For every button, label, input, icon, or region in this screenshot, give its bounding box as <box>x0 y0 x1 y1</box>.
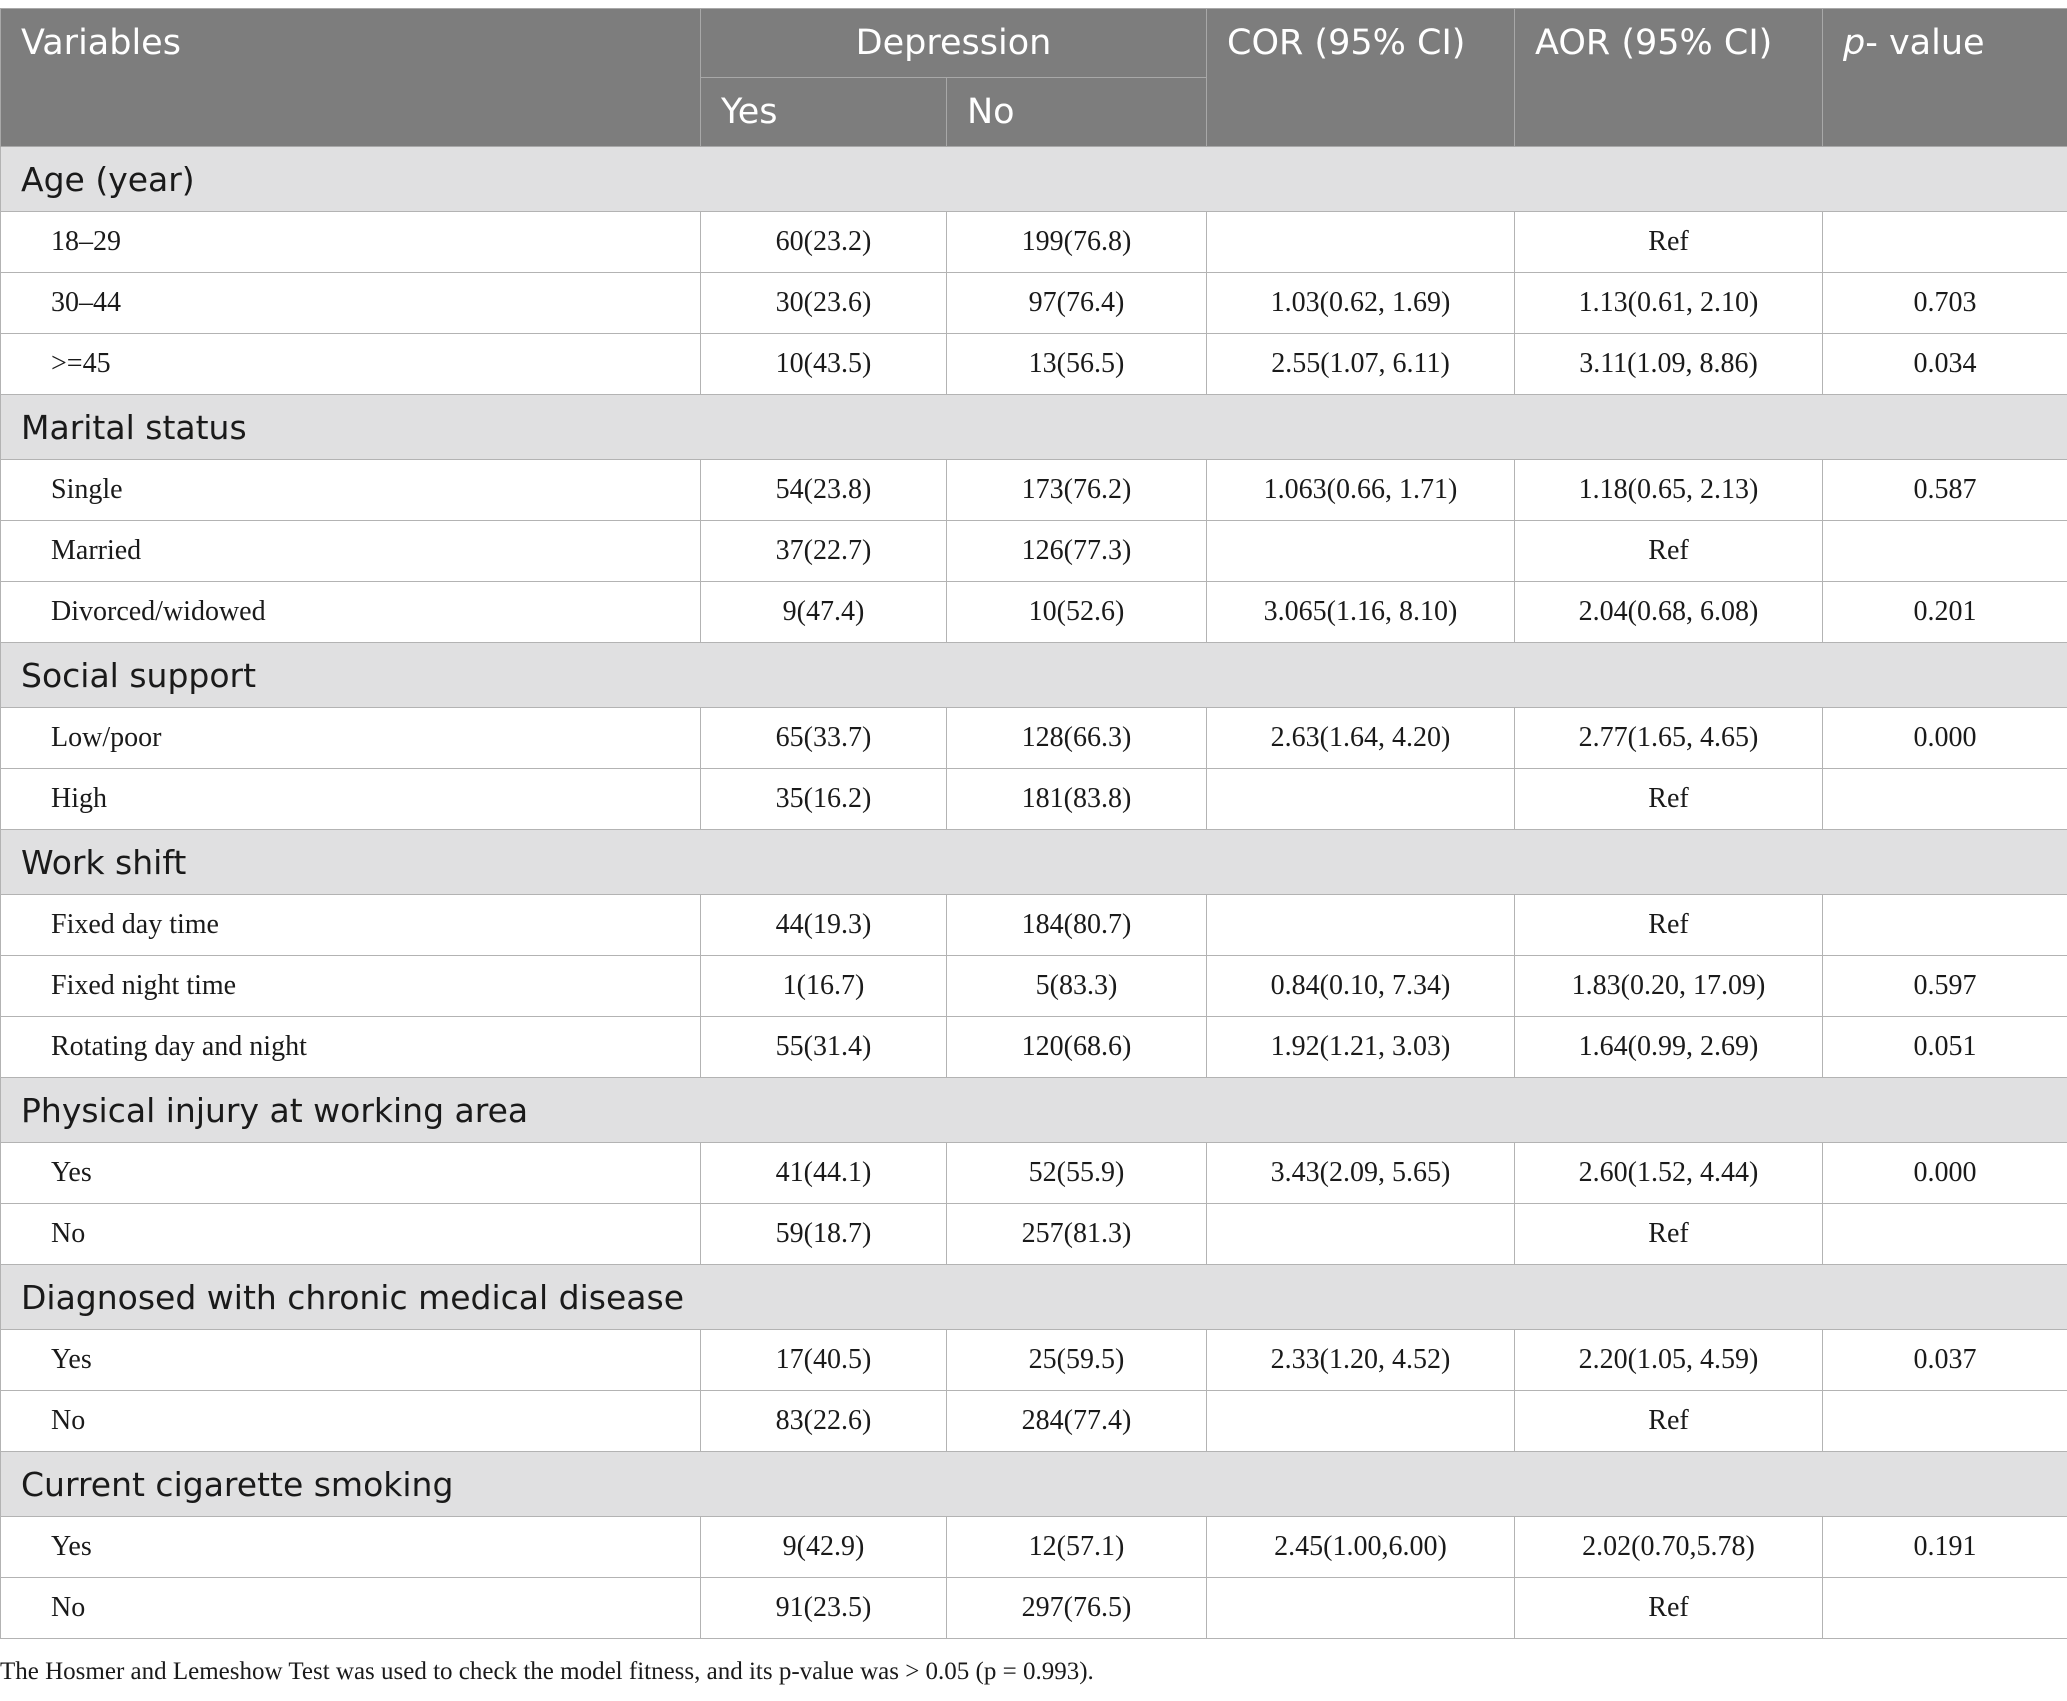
table-row <box>1 1017 2067 1078</box>
row-label: Fixed day time <box>1 895 701 956</box>
aor-cell: 2.60(1.52, 4.44) <box>1515 1143 1823 1204</box>
cor-cell: 1.063(0.66, 1.71) <box>1207 460 1515 521</box>
table-header <box>1 9 2067 147</box>
section-header-row <box>1 643 2067 708</box>
p-value-cell: 0.201 <box>1823 582 2067 643</box>
cor-cell <box>1207 212 1515 273</box>
section-header-row <box>1 395 2067 460</box>
row-label: Rotating day and night <box>1 1017 701 1078</box>
yes-cell: 9(42.9) <box>701 1517 947 1578</box>
cor-cell: 1.92(1.21, 3.03) <box>1207 1017 1515 1078</box>
row-label: Fixed night time <box>1 956 701 1017</box>
table-row <box>1 273 2067 334</box>
no-cell: 257(81.3) <box>947 1204 1207 1265</box>
variables-header: Variables <box>1 9 701 147</box>
p-value-cell: 0.191 <box>1823 1517 2067 1578</box>
no-cell: 5(83.3) <box>947 956 1207 1017</box>
no-cell: 120(68.6) <box>947 1017 1207 1078</box>
section-title: Physical injury at working area <box>1 1078 2067 1143</box>
no-cell: 97(76.4) <box>947 273 1207 334</box>
p-value-cell <box>1823 212 2067 273</box>
table-body <box>1 147 2067 1639</box>
table-row <box>1 1204 2067 1265</box>
table-row <box>1 212 2067 273</box>
no-cell: 126(77.3) <box>947 521 1207 582</box>
cor-header: COR (95% CI) <box>1207 9 1515 147</box>
table-row <box>1 582 2067 643</box>
yes-cell: 9(47.4) <box>701 582 947 643</box>
cor-cell: 0.84(0.10, 7.34) <box>1207 956 1515 1017</box>
section-header-row <box>1 830 2067 895</box>
aor-cell: Ref <box>1515 521 1823 582</box>
yes-cell: 91(23.5) <box>701 1578 947 1639</box>
aor-cell: Ref <box>1515 769 1823 830</box>
p-value-cell: 0.034 <box>1823 334 2067 395</box>
p-value-cell <box>1823 769 2067 830</box>
p-value-cell: 0.000 <box>1823 1143 2067 1204</box>
yes-cell: 37(22.7) <box>701 521 947 582</box>
section-title: Diagnosed with chronic medical disease <box>1 1265 2067 1330</box>
row-label: No <box>1 1391 701 1452</box>
cor-cell: 2.55(1.07, 6.11) <box>1207 334 1515 395</box>
row-label: >=45 <box>1 334 701 395</box>
yes-cell: 35(16.2) <box>701 769 947 830</box>
p-value-cell: 0.597 <box>1823 956 2067 1017</box>
cor-cell: 3.43(2.09, 5.65) <box>1207 1143 1515 1204</box>
no-cell: 52(55.9) <box>947 1143 1207 1204</box>
yes-cell: 54(23.8) <box>701 460 947 521</box>
section-header-row <box>1 147 2067 212</box>
aor-header: AOR (95% CI) <box>1515 9 1823 147</box>
aor-cell: Ref <box>1515 1204 1823 1265</box>
yes-cell: 65(33.7) <box>701 708 947 769</box>
aor-cell: 2.77(1.65, 4.65) <box>1515 708 1823 769</box>
no-cell: 12(57.1) <box>947 1517 1207 1578</box>
cor-cell: 2.63(1.64, 4.20) <box>1207 708 1515 769</box>
p-value-cell <box>1823 895 2067 956</box>
no-cell: 297(76.5) <box>947 1578 1207 1639</box>
yes-cell: 10(43.5) <box>701 334 947 395</box>
no-cell: 173(76.2) <box>947 460 1207 521</box>
cor-cell: 2.33(1.20, 4.52) <box>1207 1330 1515 1391</box>
no-header: No <box>947 78 1207 147</box>
table-row <box>1 708 2067 769</box>
aor-cell: 1.18(0.65, 2.13) <box>1515 460 1823 521</box>
table-row <box>1 460 2067 521</box>
table-row <box>1 1143 2067 1204</box>
cor-cell <box>1207 1391 1515 1452</box>
row-label: 30–44 <box>1 273 701 334</box>
section-title: Social support <box>1 643 2067 708</box>
row-label: Married <box>1 521 701 582</box>
p-value-cell: 0.051 <box>1823 1017 2067 1078</box>
table-row <box>1 1578 2067 1639</box>
aor-cell: Ref <box>1515 1391 1823 1452</box>
depression-header: Depression <box>701 9 1207 78</box>
row-label: High <box>1 769 701 830</box>
p-value-header <box>1823 9 2067 147</box>
yes-cell: 1(16.7) <box>701 956 947 1017</box>
aor-cell: 2.04(0.68, 6.08) <box>1515 582 1823 643</box>
cor-cell <box>1207 769 1515 830</box>
table-row <box>1 1330 2067 1391</box>
no-cell: 25(59.5) <box>947 1330 1207 1391</box>
aor-cell: 2.02(0.70,5.78) <box>1515 1517 1823 1578</box>
no-cell: 199(76.8) <box>947 212 1207 273</box>
cor-cell <box>1207 1578 1515 1639</box>
row-label: Low/poor <box>1 708 701 769</box>
table-row <box>1 1517 2067 1578</box>
results-table <box>0 8 2067 1639</box>
section-header-row <box>1 1265 2067 1330</box>
cor-cell <box>1207 521 1515 582</box>
section-header-row <box>1 1078 2067 1143</box>
p-value-cell <box>1823 1578 2067 1639</box>
row-label: Single <box>1 460 701 521</box>
no-cell: 10(52.6) <box>947 582 1207 643</box>
aor-cell: 1.64(0.99, 2.69) <box>1515 1017 1823 1078</box>
cor-cell: 2.45(1.00,6.00) <box>1207 1517 1515 1578</box>
p-value-cell <box>1823 1204 2067 1265</box>
aor-cell: Ref <box>1515 1578 1823 1639</box>
table-row <box>1 769 2067 830</box>
cor-cell: 3.065(1.16, 8.10) <box>1207 582 1515 643</box>
aor-cell: 1.83(0.20, 17.09) <box>1515 956 1823 1017</box>
cor-cell <box>1207 1204 1515 1265</box>
row-label: Divorced/widowed <box>1 582 701 643</box>
table-row <box>1 1391 2067 1452</box>
p-value-cell <box>1823 1391 2067 1452</box>
no-cell: 181(83.8) <box>947 769 1207 830</box>
yes-header: Yes <box>701 78 947 147</box>
row-label: Yes <box>1 1143 701 1204</box>
yes-cell: 55(31.4) <box>701 1017 947 1078</box>
table-row <box>1 334 2067 395</box>
cor-cell <box>1207 895 1515 956</box>
table-row <box>1 895 2067 956</box>
yes-cell: 30(23.6) <box>701 273 947 334</box>
aor-cell: Ref <box>1515 212 1823 273</box>
yes-cell: 44(19.3) <box>701 895 947 956</box>
aor-cell: 2.20(1.05, 4.59) <box>1515 1330 1823 1391</box>
footnote: The Hosmer and Lemeshow Test was used to check the model fitness, and its p-value was > 0.05 (p = 0.993). <box>0 1658 1094 1685</box>
section-title: Current cigarette smoking <box>1 1452 2067 1517</box>
no-cell: 184(80.7) <box>947 895 1207 956</box>
yes-cell: 60(23.2) <box>701 212 947 273</box>
row-label: Yes <box>1 1330 701 1391</box>
table-row <box>1 956 2067 1017</box>
yes-cell: 83(22.6) <box>701 1391 947 1452</box>
row-label: Yes <box>1 1517 701 1578</box>
row-label: No <box>1 1578 701 1639</box>
cor-cell: 1.03(0.62, 1.69) <box>1207 273 1515 334</box>
aor-cell: 1.13(0.61, 2.10) <box>1515 273 1823 334</box>
yes-cell: 17(40.5) <box>701 1330 947 1391</box>
section-title: Work shift <box>1 830 2067 895</box>
no-cell: 128(66.3) <box>947 708 1207 769</box>
section-title: Marital status <box>1 395 2067 460</box>
aor-cell: Ref <box>1515 895 1823 956</box>
p-value-cell: 0.037 <box>1823 1330 2067 1391</box>
aor-cell: 3.11(1.09, 8.86) <box>1515 334 1823 395</box>
p-value-header-rest: - value <box>1865 23 1985 63</box>
p-value-cell: 0.703 <box>1823 273 2067 334</box>
table-row <box>1 521 2067 582</box>
section-title: Age (year) <box>1 147 2067 212</box>
row-label: No <box>1 1204 701 1265</box>
no-cell: 284(77.4) <box>947 1391 1207 1452</box>
yes-cell: 41(44.1) <box>701 1143 947 1204</box>
p-value-cell: 0.000 <box>1823 708 2067 769</box>
p-value-header-italic: p <box>1843 23 1866 63</box>
section-header-row <box>1 1452 2067 1517</box>
row-label: 18–29 <box>1 212 701 273</box>
p-value-cell <box>1823 521 2067 582</box>
no-cell: 13(56.5) <box>947 334 1207 395</box>
yes-cell: 59(18.7) <box>701 1204 947 1265</box>
p-value-cell: 0.587 <box>1823 460 2067 521</box>
